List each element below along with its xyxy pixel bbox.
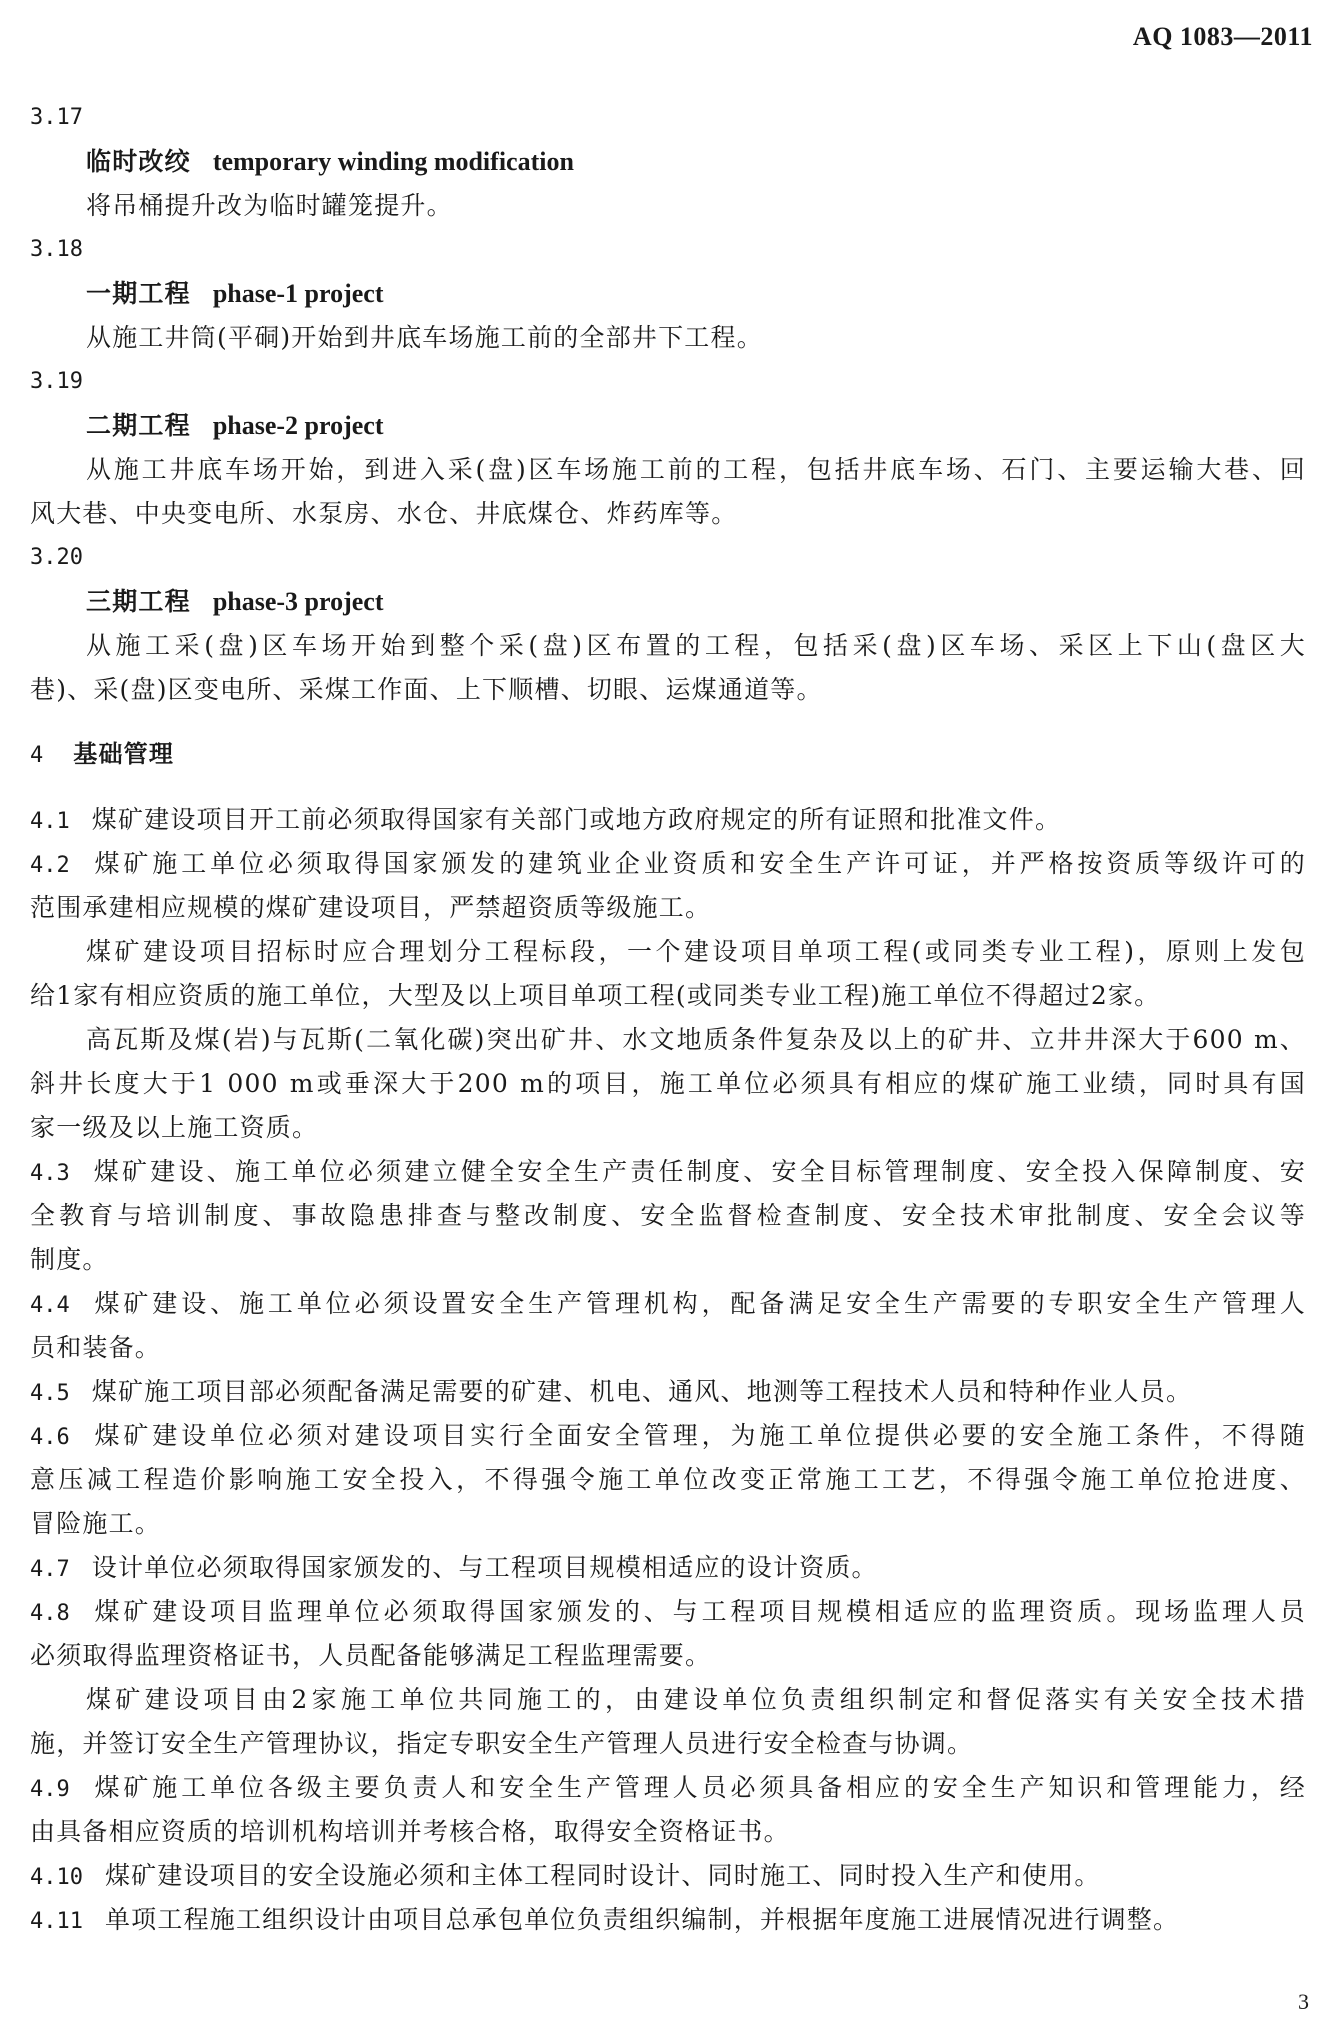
term-definition: 巷)、采(盘)区变电所、采煤工作面、上下顺槽、切眼、运煤通道等。 bbox=[30, 675, 823, 704]
term-definition: 从施工采(盘)区车场开始到整个采(盘)区布置的工程，包括采(盘)区车场、采区上下山(盘区大 bbox=[86, 631, 1306, 660]
clause-number: 4.4 bbox=[30, 1293, 70, 1318]
clause-text: 煤矿建设、施工单位必须建立健全安全生产责任制度、安全目标管理制度、安全投入保障制度、安 bbox=[91, 1157, 1306, 1186]
clause bbox=[30, 1898, 1306, 1942]
clause bbox=[30, 1150, 1306, 1194]
term-en: phase-2 project bbox=[212, 411, 384, 440]
clause-number: 4.11 bbox=[30, 1909, 83, 1934]
clause bbox=[30, 1414, 1306, 1458]
clause-text: 范围承建相应规模的煤矿建设项目，严禁超资质等级施工。 bbox=[30, 893, 712, 922]
clause-text: 意压减工程造价影响施工安全投入，不得强令施工单位改变正常施工工艺，不得强令施工单位抢进度、 bbox=[30, 1465, 1306, 1494]
clause bbox=[30, 1854, 1306, 1898]
term-heading bbox=[30, 140, 1306, 184]
clause bbox=[30, 1766, 1306, 1810]
page-number: 3 bbox=[1298, 1989, 1309, 2014]
clause bbox=[30, 842, 1306, 886]
clause-text: 冒险施工。 bbox=[30, 1509, 162, 1538]
term-definition: 从施工井筒(平硐)开始到井底车场施工前的全部井下工程。 bbox=[86, 323, 763, 352]
term-en: temporary winding modification bbox=[212, 147, 574, 176]
term-number: 3.19 bbox=[30, 369, 83, 394]
clause-text: 煤矿施工单位必须取得国家颁发的建筑业企业资质和安全生产许可证，并严格按资质等级许可的 bbox=[91, 849, 1306, 878]
clause-text: 煤矿建设单位必须对建设项目实行全面安全管理，为施工单位提供必要的安全施工条件，不得随 bbox=[91, 1421, 1306, 1450]
term-definition: 从施工井底车场开始，到进入采(盘)区车场施工前的工程，包括井底车场、石门、主要运输大巷、回 bbox=[86, 455, 1306, 484]
clause-text: 施，并签订安全生产管理协议，指定专职安全生产管理人员进行安全检查与协调。 bbox=[30, 1729, 974, 1758]
clause-number: 4.6 bbox=[30, 1425, 70, 1450]
clause bbox=[30, 1282, 1306, 1326]
section-number: 4 bbox=[30, 743, 44, 768]
clause bbox=[30, 1590, 1306, 1634]
clause-text: 高瓦斯及煤(岩)与瓦斯(二氧化碳)突出矿井、水文地质条件复杂及以上的矿井、立井井深大于600 m、 bbox=[86, 1025, 1306, 1054]
clause-text: 给1家有相应资质的施工单位，大型及以上项目单项工程(或同类专业工程)施工单位不得超过2家。 bbox=[30, 981, 1161, 1010]
term-zh: 临时改绞 bbox=[86, 147, 191, 176]
term-definition: 将吊桶提升改为临时罐笼提升。 bbox=[86, 191, 453, 220]
standard-code-header: AQ 1083—2011 bbox=[1132, 22, 1313, 51]
clause-number: 4.9 bbox=[30, 1777, 70, 1802]
clause-text: 全教育与培训制度、事故隐患排查与整改制度、安全监督检查制度、安全技术审批制度、安全会议等 bbox=[30, 1201, 1306, 1230]
clause-text: 煤矿建设项目开工前必须取得国家有关部门或地方政府规定的所有证照和批准文件。 bbox=[91, 805, 1062, 834]
clause-text: 家一级及以上施工资质。 bbox=[30, 1113, 319, 1142]
clause-number: 4.3 bbox=[30, 1161, 70, 1186]
term-definition: 风大巷、中央变电所、水泵房、水仓、井底煤仓、炸药库等。 bbox=[30, 499, 738, 528]
term-zh: 二期工程 bbox=[86, 411, 191, 440]
clause-text: 煤矿施工单位各级主要负责人和安全生产管理人员必须具备相应的安全生产知识和管理能力，经 bbox=[91, 1773, 1306, 1802]
clause-number: 4.8 bbox=[30, 1601, 70, 1626]
term-en: phase-3 project bbox=[212, 587, 384, 616]
clause-number: 4.1 bbox=[30, 809, 70, 834]
term-number: 3.17 bbox=[30, 105, 83, 130]
clause bbox=[30, 1370, 1306, 1414]
term-zh: 一期工程 bbox=[86, 279, 191, 308]
term-zh: 三期工程 bbox=[86, 587, 191, 616]
section-title: 基础管理 bbox=[73, 740, 175, 768]
clause-text: 斜井长度大于1 000 m或垂深大于200 m的项目，施工单位必须具有相应的煤矿施工业绩，同时具有国 bbox=[30, 1069, 1306, 1098]
term-en: phase-1 project bbox=[212, 279, 384, 308]
clause-text: 由具备相应资质的培训机构培训并考核合格，取得安全资格证书。 bbox=[30, 1817, 790, 1846]
clause-number: 4.2 bbox=[30, 853, 70, 878]
clause bbox=[30, 1546, 1306, 1590]
document-body bbox=[30, 96, 1306, 1942]
term-heading bbox=[30, 272, 1306, 316]
clause-text: 煤矿建设、施工单位必须设置安全生产管理机构，配备满足安全生产需要的专职安全生产管理人 bbox=[91, 1289, 1306, 1318]
clause-text: 煤矿建设项目招标时应合理划分工程标段，一个建设项目单项工程(或同类专业工程)，原则上发包 bbox=[86, 937, 1306, 966]
clause-text: 制度。 bbox=[30, 1245, 109, 1274]
term-number: 3.20 bbox=[30, 545, 83, 570]
clause-text: 煤矿建设项目的安全设施必须和主体工程同时设计、同时施工、同时投入生产和使用。 bbox=[104, 1861, 1101, 1890]
clause-text: 员和装备。 bbox=[30, 1333, 162, 1362]
clause-text: 单项工程施工组织设计由项目总承包单位负责组织编制，并根据年度施工进展情况进行调整。 bbox=[104, 1905, 1180, 1934]
clause-number: 4.7 bbox=[30, 1557, 70, 1582]
clause-number: 4.5 bbox=[30, 1381, 70, 1406]
term-heading bbox=[30, 580, 1306, 624]
clause-text: 煤矿建设项目监理单位必须取得国家颁发的、与工程项目规模相适应的监理资质。现场监理人员 bbox=[91, 1597, 1306, 1626]
clause-text: 必须取得监理资格证书，人员配备能够满足工程监理需要。 bbox=[30, 1641, 712, 1670]
term-heading bbox=[30, 404, 1306, 448]
clause-text: 煤矿施工项目部必须配备满足需要的矿建、机电、通风、地测等工程技术人员和特种作业人员。 bbox=[91, 1377, 1193, 1406]
clause-text: 设计单位必须取得国家颁发的、与工程项目规模相适应的设计资质。 bbox=[91, 1553, 878, 1582]
clause bbox=[30, 798, 1306, 842]
clause-number: 4.10 bbox=[30, 1865, 83, 1890]
clause-text: 煤矿建设项目由2家施工单位共同施工的，由建设单位负责组织制定和督促落实有关安全技术措 bbox=[86, 1685, 1306, 1714]
term-number: 3.18 bbox=[30, 237, 83, 262]
section-heading bbox=[30, 732, 1306, 776]
